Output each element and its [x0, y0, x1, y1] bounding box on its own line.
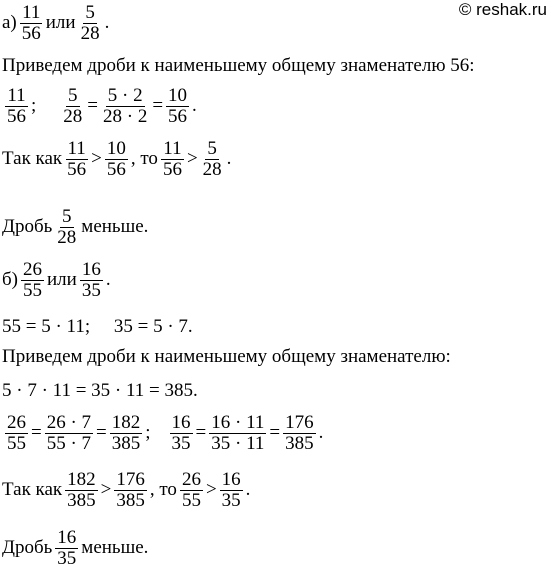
instruction-text: Приведем дроби к наименьшему общему знаменателю: [2, 346, 451, 367]
part-b-instruction [2, 346, 451, 368]
denominator: 55 [7, 432, 26, 454]
lcm-text: 5 · 7 · 11 = 35 · 11 = 385. [2, 380, 198, 401]
numerator: 11 [22, 2, 41, 23]
numerator: 176 [285, 412, 314, 433]
part-b-compare [2, 470, 250, 511]
numerator: 16 [57, 527, 77, 548]
greater-sign: > [205, 479, 217, 501]
part-b-result [2, 528, 148, 569]
fraction [45, 413, 93, 454]
denominator: 56 [21, 22, 41, 44]
denominator: 56 [168, 105, 188, 127]
numerator: 26 [23, 259, 42, 280]
fraction [65, 470, 98, 511]
denominator: 385 [116, 489, 145, 511]
part-b-header [2, 260, 111, 301]
numerator: 5 [85, 2, 95, 23]
numerator: 5 [68, 85, 78, 106]
denominator: 28 [80, 22, 100, 44]
numerator: 26 · 7 [46, 412, 92, 433]
lead-text: Так как [2, 479, 63, 501]
part-b-factor [2, 316, 193, 338]
fraction [110, 413, 143, 454]
fraction [209, 413, 266, 454]
then-text: , то [130, 148, 158, 170]
denominator: 35 [221, 489, 241, 511]
denominator: 55 · 7 [46, 432, 92, 454]
denominator: 56 [106, 158, 126, 180]
denominator: 56 [7, 105, 26, 127]
punctuation: . [105, 269, 111, 291]
denominator: 56 [67, 158, 87, 180]
part-a-instruction [2, 55, 475, 77]
or-word: или [47, 269, 77, 291]
fraction [201, 139, 224, 180]
denominator: 35 [57, 547, 77, 569]
punctuation: . [318, 422, 324, 444]
fraction [79, 3, 102, 44]
lead-text: Дробь [2, 216, 53, 238]
lead-text: Дробь [2, 537, 53, 559]
fraction [21, 260, 44, 301]
part-a-header [2, 3, 109, 44]
numerator: 10 [106, 138, 126, 159]
punctuation: . [104, 12, 110, 34]
numerator: 5 · 2 [107, 85, 143, 106]
equals-sign: = [152, 95, 164, 117]
fraction [114, 470, 147, 511]
numerator: 16 [171, 412, 191, 433]
part-a-result [2, 207, 148, 248]
fraction [20, 3, 43, 44]
part-b-label: б) [2, 269, 18, 291]
then-text: , то [149, 479, 177, 501]
fraction [161, 139, 184, 180]
fraction [220, 470, 243, 511]
denominator: 35 [81, 279, 101, 301]
numerator: 5 [207, 138, 217, 159]
fraction [170, 413, 193, 454]
punctuation: . [245, 479, 251, 501]
punctuation: . [192, 95, 197, 117]
denominator: 35 [171, 432, 191, 454]
denominator: 56 [162, 158, 182, 180]
numerator: 5 [62, 206, 72, 227]
denominator: 385 [285, 432, 314, 454]
fraction [105, 139, 128, 180]
greater-sign: > [100, 479, 112, 501]
numerator: 10 [168, 85, 188, 106]
numerator: 16 [221, 469, 241, 490]
part-a-compare [2, 139, 231, 180]
fraction [166, 86, 189, 127]
punctuation: ; [145, 422, 151, 444]
punctuation: ; [31, 95, 37, 117]
fraction [180, 470, 203, 511]
fraction [61, 86, 84, 127]
fraction [283, 413, 316, 454]
part-a-step [2, 86, 197, 127]
fraction [5, 86, 28, 127]
equals-sign: = [87, 95, 98, 117]
denominator: 385 [67, 489, 96, 511]
greater-sign: > [186, 148, 198, 170]
tail-text: меньше. [81, 216, 149, 238]
or-word: или [45, 12, 76, 34]
fraction [65, 139, 88, 180]
numerator: 16 [81, 259, 101, 280]
punctuation: . [226, 148, 232, 170]
part-b-lcm [2, 380, 198, 402]
denominator: 28 · 2 [103, 105, 148, 127]
fraction [55, 207, 78, 248]
numerator: 26 [7, 412, 26, 433]
lead-text: Так как [2, 148, 63, 170]
denominator: 385 [111, 432, 141, 454]
numerator: 26 [181, 469, 201, 490]
tail-text: меньше. [81, 537, 149, 559]
part-a-label: а) [2, 12, 17, 34]
equals-sign: = [269, 422, 281, 444]
factorization-text: 55 = 5 · 11; 35 = 5 · 7. [2, 316, 193, 337]
numerator: 182 [67, 469, 96, 490]
fraction [101, 86, 149, 127]
denominator: 55 [181, 489, 201, 511]
numerator: 182 [111, 412, 141, 433]
fraction [80, 260, 103, 301]
numerator: 16 · 11 [211, 412, 265, 433]
numerator: 11 [7, 85, 26, 106]
denominator: 28 [202, 158, 222, 180]
numerator: 11 [163, 138, 182, 159]
denominator: 35 · 11 [211, 432, 265, 454]
fraction [55, 528, 78, 569]
instruction-text: Приведем дроби к наименьшему общему знаменателю 56: [2, 55, 475, 76]
numerator: 176 [116, 469, 145, 490]
greater-sign: > [91, 148, 102, 170]
equals-sign: = [31, 422, 42, 444]
part-b-step [2, 413, 323, 454]
equals-sign: = [96, 422, 107, 444]
equals-sign: = [195, 422, 207, 444]
numerator: 11 [67, 138, 86, 159]
fraction [5, 413, 28, 454]
denominator: 28 [57, 226, 77, 248]
denominator: 28 [63, 105, 83, 127]
watermark: © reshak.ru [458, 0, 547, 19]
denominator: 55 [23, 279, 42, 301]
